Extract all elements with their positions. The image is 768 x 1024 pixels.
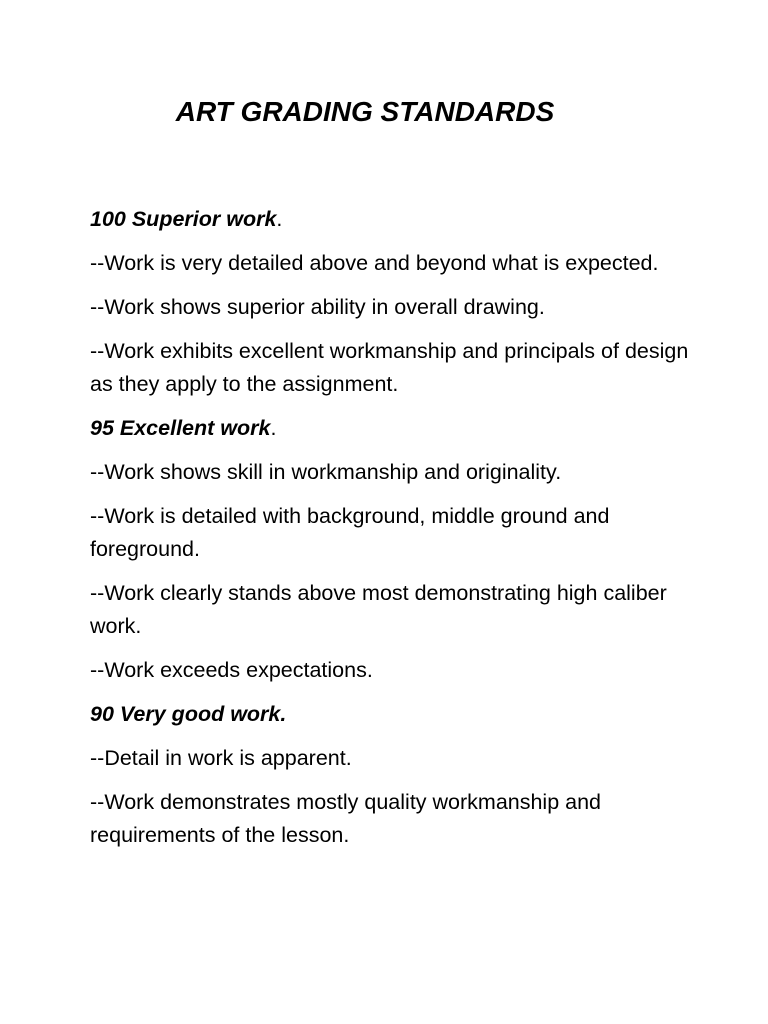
criteria-item: --Detail in work is apparent. [90,746,352,770]
section-heading-text: 90 Very good work. [90,702,287,726]
criteria-item: --Work clearly stands above most demonstrating high caliber work. [90,581,667,638]
section-heading-95 [90,412,690,445]
section-heading-100 [90,203,690,236]
criteria-item: --Work shows skill in workmanship and originality. [90,460,562,484]
section-heading-text: 100 Superior work [90,207,277,231]
criteria-item: --Work is detailed with background, middle ground and foreground. [90,504,610,561]
criteria-item: --Work exhibits excellent workmanship and principals of design as they apply to the assignment. [90,339,689,396]
criteria-item: --Work is very detailed above and beyond what is expected. [90,251,659,275]
criteria-item: --Work exceeds expectations. [90,658,373,682]
section-heading-punctuation: . [276,207,283,231]
section-heading-text: 95 Excellent work [90,416,271,440]
section-heading-punctuation: . [270,416,277,440]
criteria-item: --Work shows superior ability in overall drawing. [90,295,545,319]
criteria-item: --Work demonstrates mostly quality workmanship and requirements of the lesson. [90,790,602,847]
document-title: ART GRADING STANDARDS [175,96,555,127]
section-heading-90 [90,698,690,731]
document-body [90,203,690,863]
